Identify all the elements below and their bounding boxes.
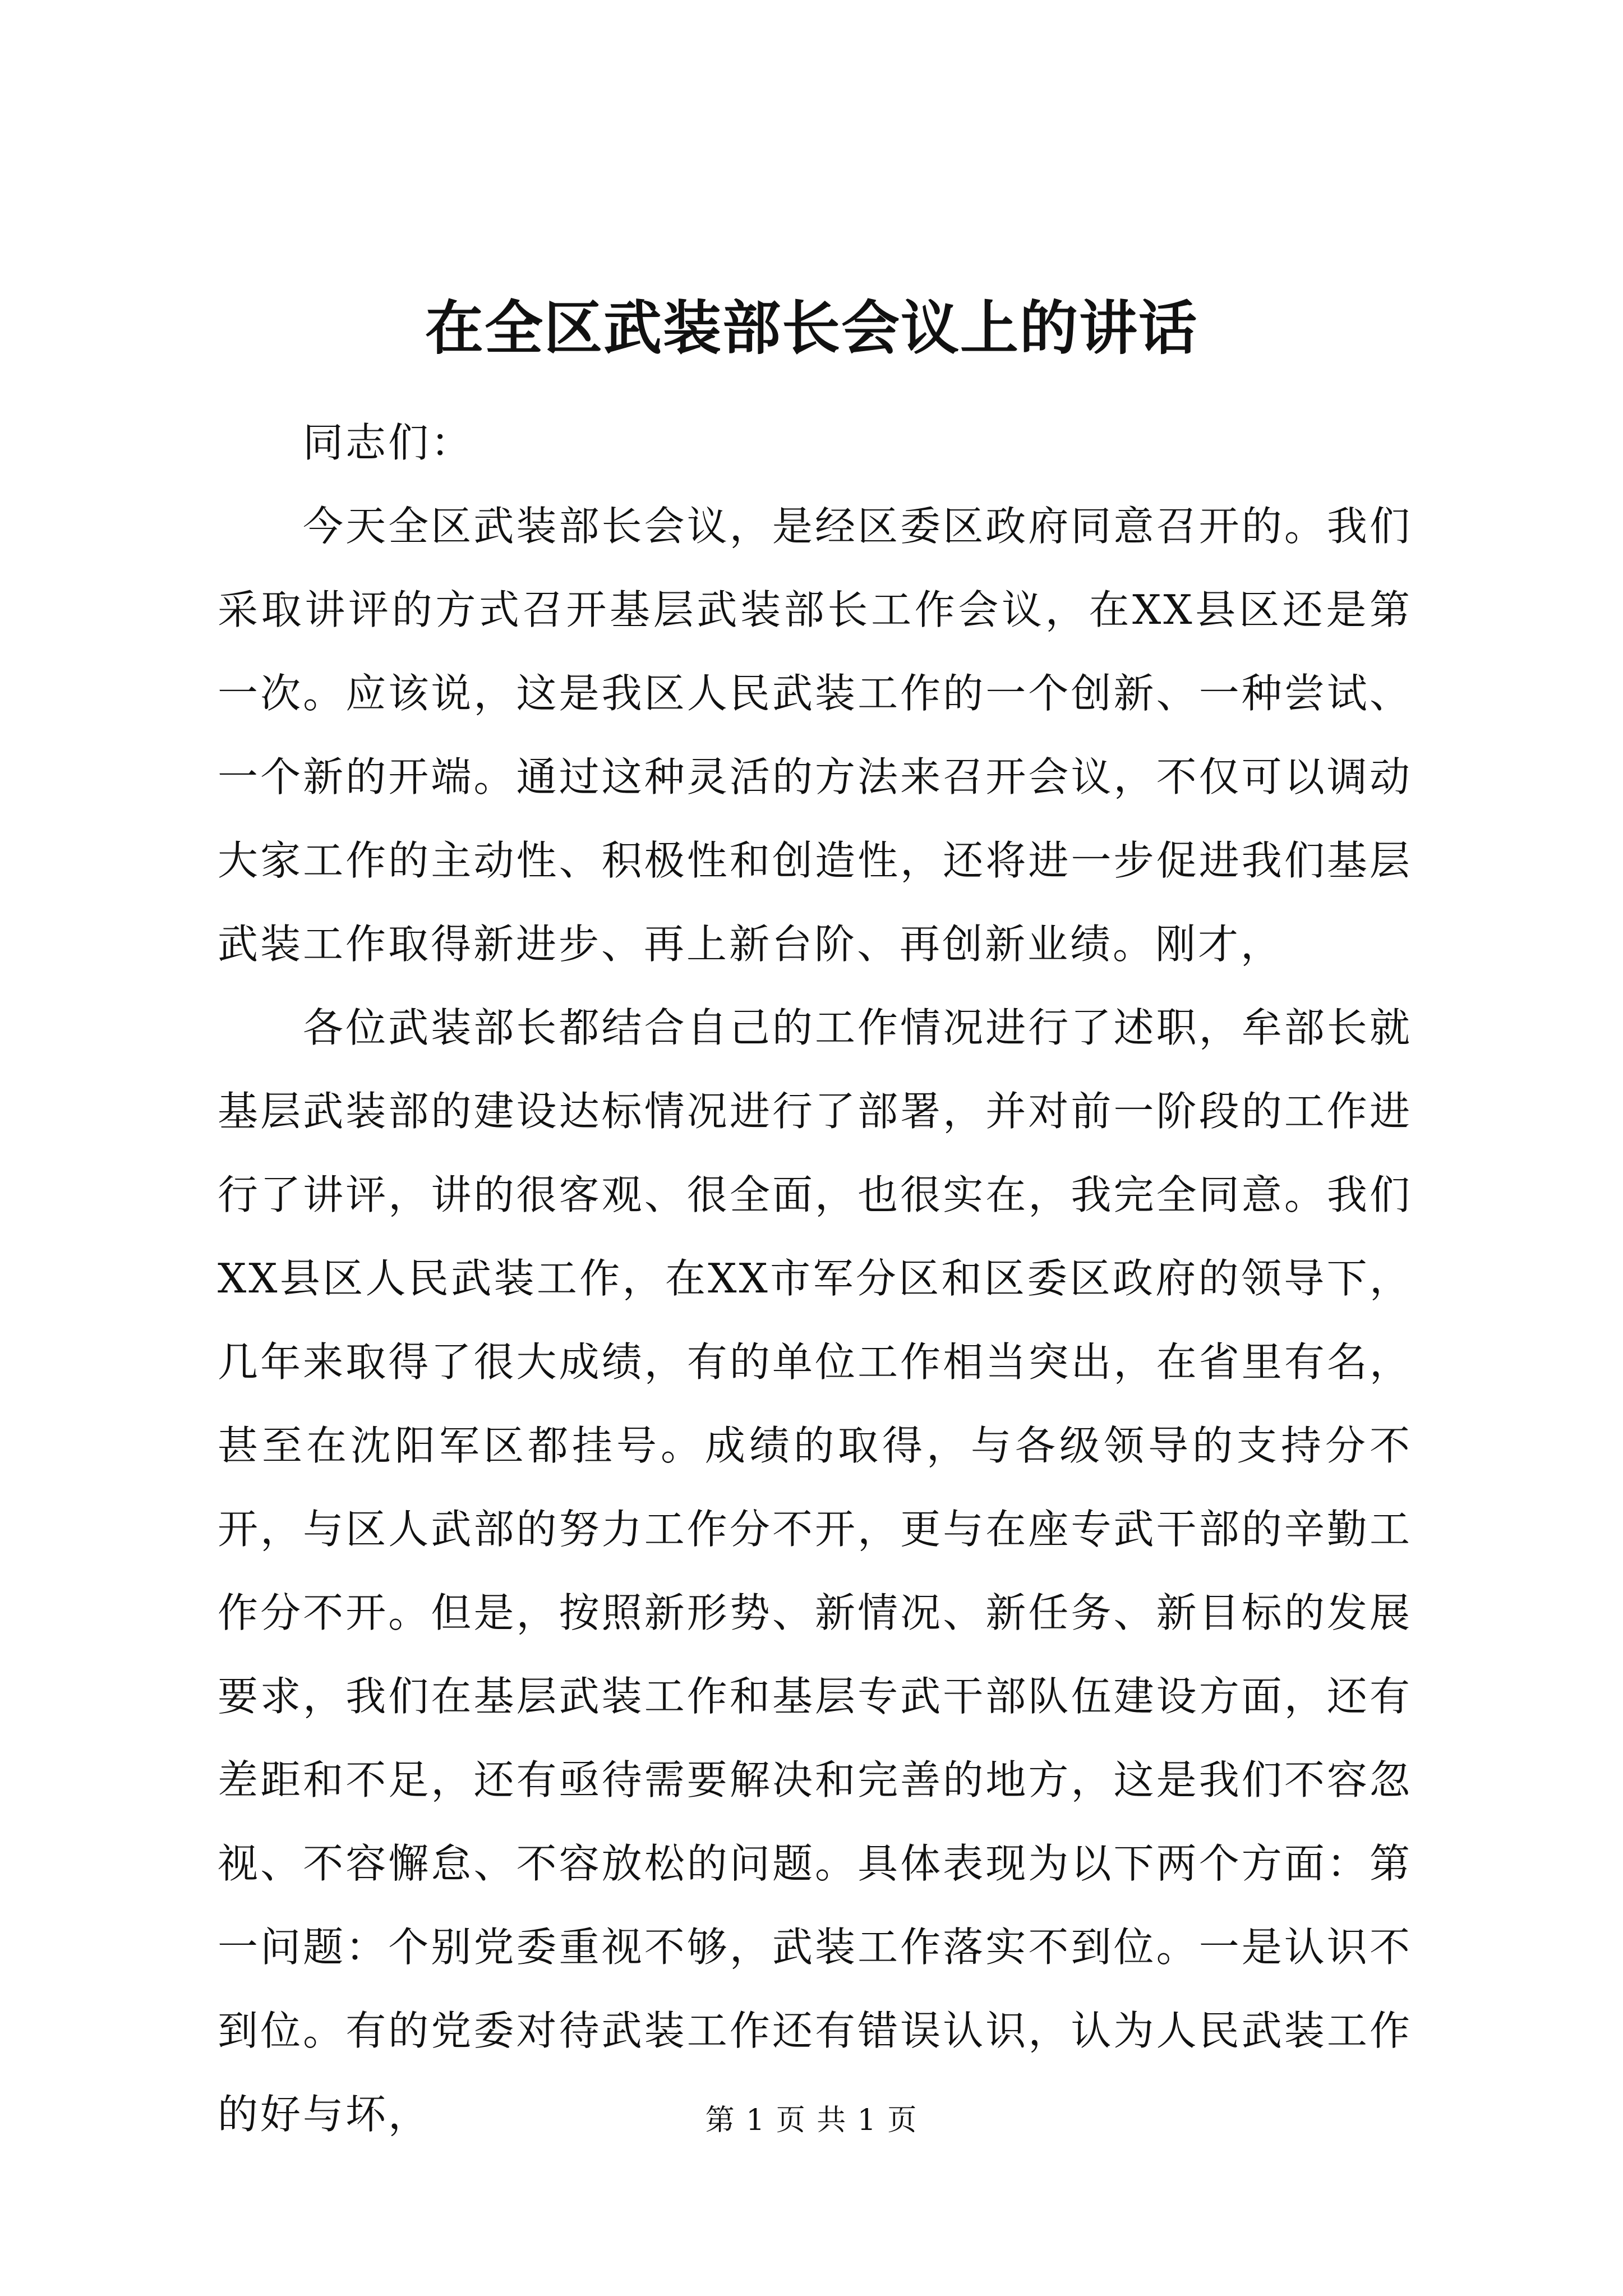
page-number-footer: 第 1 页 共 1 页 <box>705 2104 918 2137</box>
document-title: 在全区武装部长会议上的讲话 <box>425 293 1198 362</box>
paragraph-1: 今天全区武装部长会议，是经区委区政府同意召开的。我们采取讲评的方式召开基层武装部长工作会议，在XX县区还是第一次。应该说，这是我区人民武装工作的一个创新、一种尝试、一个新的开端。通过这种灵活的方法来召开会议，不仅可以调动大家工作的主动性、积极性和创造性，还将进一步促进我们基层武装工作取得新进步、再上新台阶、再创新业绩。刚才， <box>218 503 1412 968</box>
paragraph-2: 各位武装部长都结合自己的工作情况进行了述职，牟部长就基层武装部的建设达标情况进行了部署，并对前一阶段的工作进行了讲评，讲的很客观、很全面，也很实在，我完全同意。我们XX县区人民武装工作，在XX市军分区和区委区政府的领导下，几年来取得了很大成绩，有的单位工作相当突出，在省里有名，甚至在沈阳军区都挂号。成绩的取得，与各级领导的支持分不开，与区人武部的努力工作分不开，更与在座专武干部的辛勤工作分不开。但是，按照新形势、新情况、新任务、新目标的发展要求，我们在基层武装工作和基层专武干部队伍建设方面，还有差距和不足，还有亟待需要解决和完善的地方，这是我们不容忽视、不容懈怠、不容放松的问题。具体表现为以下两个方面：第一问题：个别党委重视不够，武装工作落实不到位。一是认识不到位。有的党委对待武装工作还有错误认识，认为人民武装工作的好与坏， <box>218 1004 1412 2138</box>
salutation: 同志们： <box>303 419 474 466</box>
document-body <box>218 401 1412 2156</box>
